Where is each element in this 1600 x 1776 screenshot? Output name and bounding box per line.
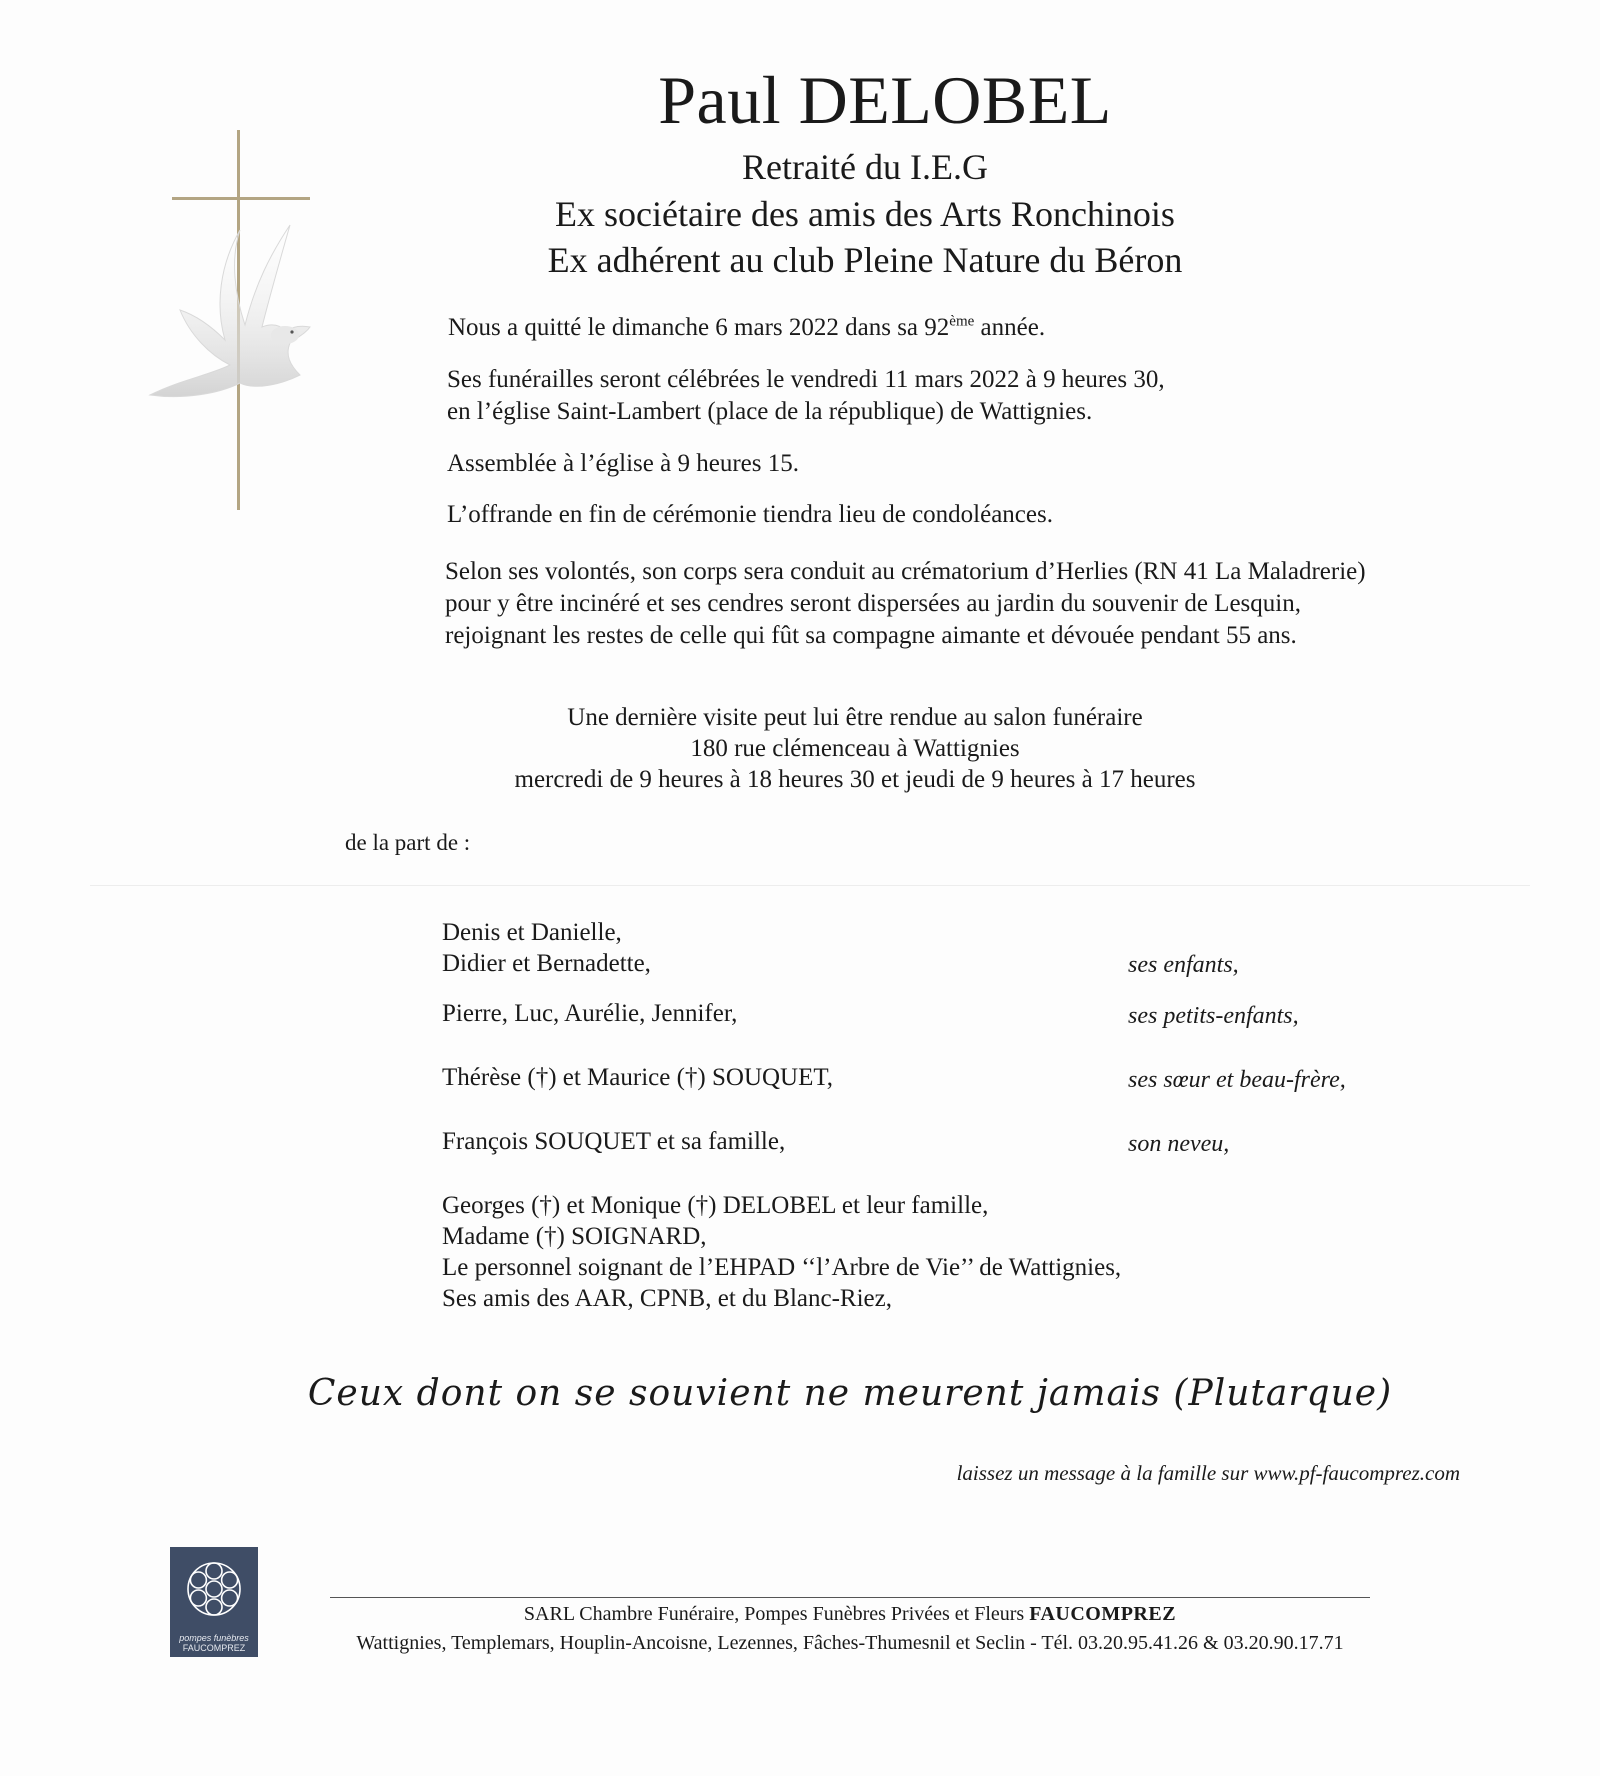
death-notice: Nous a quitté le dimanche 6 mars 2022 dans sa 92ème année. <box>448 313 1046 341</box>
relation-grandchildren: ses petits-enfants, <box>1128 1003 1299 1029</box>
family-name-line: Le personnel soignant de l’EHPAD ‘‘l’Arbre de Vie’’ de Wattignies, <box>442 1254 1122 1281</box>
plutarch-quote: Ceux dont on se souvient ne meurent jamais (Plutarque) <box>307 1373 1393 1414</box>
relation-children: ses enfants, <box>1128 952 1239 978</box>
cremation-wishes <box>445 556 1366 652</box>
relation-sister: ses sœur et beau-frère, <box>1128 1067 1346 1093</box>
funeral-details <box>447 364 1165 428</box>
visit-line: mercredi de 9 heures à 18 heures 30 et jeudi de 9 heures à 17 heures <box>514 766 1196 793</box>
locations-phone-line: Wattignies, Templemars, Houplin-Ancoisne, Lezennes, Fâches-Thumesnil et Seclin - Tél. 03.20.95.41.26 & 03.20.90.17.71 <box>356 1632 1344 1654</box>
message-invite: laissez un message à la famille sur www.pf-faucomprez.com <box>956 1461 1460 1485</box>
family-sister: Thérèse (†) et Maurice (†) SOUQUET, <box>442 1064 834 1091</box>
family-name-line: Didier et Bernadette, <box>442 950 651 977</box>
visit-line: Une dernière visite peut lui être rendue au salon funéraire <box>567 704 1143 731</box>
offering-note: L’offrande en fin de cérémonie tiendra lieu de condoléances. <box>447 501 1053 528</box>
family-children <box>442 917 651 979</box>
wishes-line: pour y être incinéré et ses cendres seront dispersées au jardin du souvenir de Lesquin, <box>445 590 1301 617</box>
family-name-line: Ses amis des AAR, CPNB, et du Blanc-Riez, <box>442 1285 892 1312</box>
subtitle-arts-association: Ex sociétaire des amis des Arts Ronchinois <box>555 194 1175 234</box>
assembly-time: Assemblée à l’église à 9 heures 15. <box>447 450 799 477</box>
company-line: SARL Chambre Funéraire, Pompes Funèbres Privées et Fleurs FAUCOMPREZ <box>523 1603 1177 1625</box>
visit-info <box>0 702 1600 795</box>
visit-line: 180 rue clémenceau à Wattignies <box>690 735 1020 762</box>
wishes-line: Selon ses volontés, son corps sera conduit au crématorium d’Herlies (RN 41 La Maladrerie) <box>445 558 1366 585</box>
company-name: FAUCOMPREZ <box>1029 1603 1177 1625</box>
funeral-line: en l’église Saint-Lambert (place de la république) de Wattignies. <box>447 398 1093 425</box>
wishes-line: rejoignant les restes de celle qui fût sa compagne aimante et dévouée pendant 55 ans. <box>445 622 1297 649</box>
family-name-line: Denis et Danielle, <box>442 919 622 946</box>
funeral-line: Ses funérailles seront célébrées le vendredi 11 mars 2022 à 9 heures 30, <box>447 366 1165 393</box>
footer-divider <box>330 1597 1370 1598</box>
family-name-line: Georges (†) et Monique (†) DELOBEL et leur famille, <box>442 1192 989 1219</box>
family-name-line: Madame (†) SOIGNARD, <box>442 1223 707 1250</box>
from-label: de la part de : <box>345 830 471 855</box>
relation-nephew: son neveu, <box>1128 1131 1230 1157</box>
subtitle-nature-club: Ex adhérent au club Pleine Nature du Béron <box>547 240 1183 280</box>
family-grandchildren: Pierre, Luc, Aurélie, Jennifer, <box>442 1000 738 1027</box>
family-others <box>442 1190 1121 1314</box>
deceased-name: Paul DELOBEL <box>658 62 1112 138</box>
logo-caption: pompes funèbres FAUCOMPREZ <box>179 1633 249 1653</box>
fold-line <box>90 885 1530 886</box>
family-nephew: François SOUQUET et sa famille, <box>442 1128 786 1155</box>
subtitle-occupation: Retraité du I.E.G <box>742 147 988 187</box>
